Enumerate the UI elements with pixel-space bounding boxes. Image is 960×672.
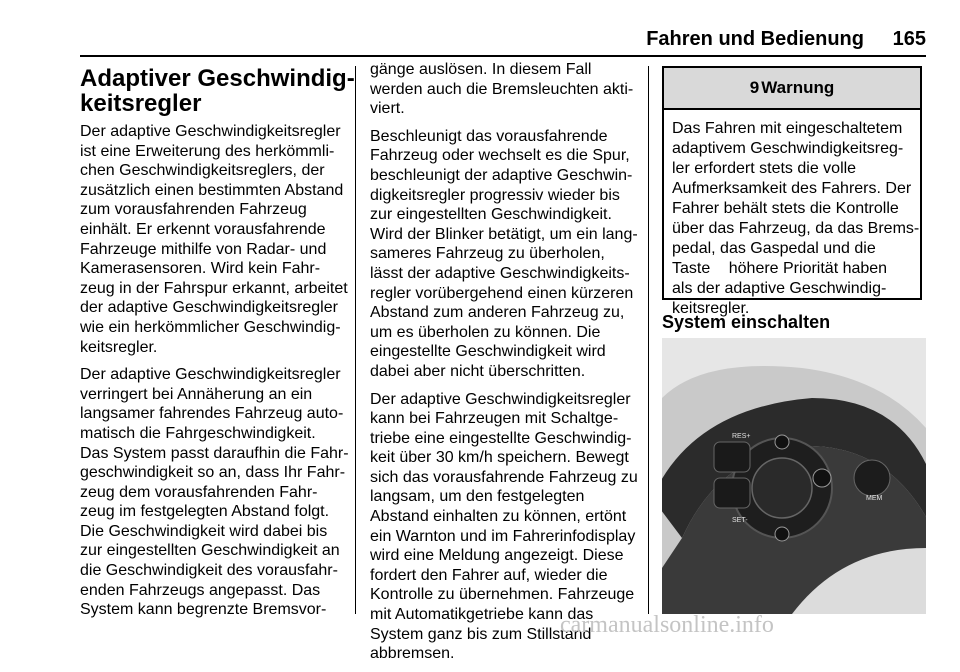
text-line: System ganz bis zum Stillstand — [370, 625, 592, 643]
text-line: der adaptive Geschwindigkeitsregler — [80, 299, 338, 317]
warning-text — [664, 110, 920, 319]
text-line: Die Geschwindigkeit wird dabei bis — [80, 522, 328, 540]
text-line: einhält. Er erkennt vorausfahrende — [80, 220, 326, 238]
text-line: regler vorübergehend einen kürzeren — [370, 284, 634, 302]
text-line: gänge auslösen. In diesem Fall — [370, 61, 592, 78]
text-line: keitsregler. — [672, 300, 750, 317]
text-line: chen Geschwindigkeitsreglers, der — [80, 162, 325, 180]
text-line: Taste höhere Priorität haben — [672, 260, 888, 277]
text-line: Wird der Blinker betätigt, um ein lang- — [370, 225, 638, 243]
text-line: Beschleunigt das vorausfahrende — [370, 127, 608, 145]
text-line: keit über 30 km/h speichern. Bewegt — [370, 449, 629, 467]
text-line: langsam, um den festgelegten — [370, 488, 585, 506]
text-line: sich das vorausfahrende Fahrzeug zu — [370, 468, 638, 486]
text-line: Aufmerksamkeit des Fahrers. Der — [672, 180, 912, 197]
text-line: Kontrolle zu übernehmen. Fahrzeuge — [370, 586, 635, 604]
text-line: ist eine Erweiterung des herkömmli- — [80, 142, 335, 160]
text-line: matisch die Fahrgeschwindigkeit. — [80, 424, 316, 442]
column-divider — [648, 66, 649, 614]
text-line: sameres Fahrzeug zu überholen, — [370, 245, 605, 263]
text-line: lässt der adaptive Geschwindigkeits- — [370, 264, 630, 282]
text-line: Fahrzeuge mithilfe von Radar- und — [80, 240, 327, 258]
warning-title: Warnung — [761, 78, 835, 97]
text-line: Fahrer behält stets die Kontrolle — [672, 200, 899, 217]
watermark: carmanualsonline.info — [560, 612, 774, 638]
text-line: verringert bei Annäherung an ein — [80, 385, 313, 403]
column-2 — [370, 60, 640, 672]
column-divider — [355, 66, 356, 614]
text-line: langsamer fahrendes Fahrzeug auto- — [80, 405, 344, 423]
section-title — [80, 65, 355, 117]
subsection-title: System einschalten — [662, 312, 831, 332]
mem-label: MEM — [866, 495, 883, 502]
text-line: abbremsen. — [370, 645, 455, 663]
text-line: triebe eine eingestellte Geschwindig- — [370, 429, 632, 447]
text-line: dabei aber nicht überschritten. — [370, 362, 586, 380]
set-label: SET- — [732, 517, 748, 524]
text-line: Das Fahren mit eingeschaltetem — [672, 120, 903, 137]
header-rule — [80, 55, 926, 57]
text-line: zeug dem vorausfahrenden Fahr- — [80, 483, 318, 501]
text-line: Kamerasensoren. Wird kein Fahr- — [80, 260, 321, 278]
steering-wheel-photo — [662, 338, 926, 614]
text-line: zur eingestellten Geschwindigkeit an — [80, 542, 340, 560]
text-line: System kann begrenzte Bremsvor- — [80, 601, 327, 619]
text-line: zur eingestellten Geschwindigkeit. — [370, 206, 612, 224]
text-line: adaptivem Geschwindigkeitsreg- — [672, 140, 904, 157]
text-line: Der adaptive Geschwindigkeitsregler — [80, 366, 341, 384]
text-line: eingestellte Geschwindigkeit wird — [370, 343, 606, 361]
text-line: viert. — [370, 100, 405, 118]
heading-line: keitsregler — [80, 90, 202, 117]
warning-box — [662, 66, 922, 317]
text-line: keitsregler. — [80, 338, 158, 356]
text-line: geschwindigkeit so an, dass Ihr Fahr- — [80, 464, 346, 482]
text-line: wird eine Meldung angezeigt. Diese — [370, 547, 624, 565]
text-line: digkeitsregler progressiv wieder bis — [370, 186, 620, 204]
text-line: Abstand einhalten zu können, ertönt — [370, 508, 627, 526]
text-line: Abstand zum anderen Fahrzeug zu, — [370, 304, 625, 322]
paragraph — [370, 60, 640, 119]
text-line: wie ein herkömmlicher Geschwindig- — [80, 318, 341, 336]
text-line: ler erfordert stets die volle — [672, 160, 857, 177]
paragraph — [370, 127, 640, 382]
text-line: zeug in der Fahrspur erkannt, arbeitet — [80, 279, 348, 297]
text-line: Der adaptive Geschwindigkeitsregler — [370, 390, 631, 408]
page-number: 165 — [892, 28, 926, 50]
text-line: um es überholen zu können. Die — [370, 323, 601, 341]
text-line: Fahrzeug oder wechselt es die Spur, — [370, 147, 630, 165]
text-line: zum vorausfahrenden Fahrzeug — [80, 201, 307, 219]
warning-icon: 9 — [749, 78, 760, 97]
column-1 — [80, 60, 355, 628]
text-line: als der adaptive Geschwindig- — [672, 280, 887, 297]
text-line: kann bei Fahrzeugen mit Schaltge- — [370, 410, 619, 428]
text-line: die Geschwindigkeit des vorausfahr- — [80, 562, 338, 580]
text-line: Das System passt daraufhin die Fahr- — [80, 444, 349, 462]
paragraph — [80, 122, 350, 357]
warning-header — [664, 68, 920, 110]
res-label: RES+ — [732, 433, 751, 440]
text-line: werden auch die Bremsleuchten akti- — [370, 80, 634, 98]
text-line: pedal, das Gaspedal und die — [672, 240, 876, 257]
text-line: ein Warnton und im Fahrerinfodisplay — [370, 527, 636, 545]
text-line: fordert den Fahrer auf, wieder die — [370, 566, 608, 584]
page-header — [80, 28, 926, 50]
text-line: enden Fahrzeugs angepasst. Das — [80, 581, 321, 599]
text-line: Der adaptive Geschwindigkeitsregler — [80, 123, 341, 140]
heading-line: Adaptiver Geschwindig- — [80, 65, 355, 92]
text-line: über das Fahrzeug, da das Brems- — [672, 220, 920, 237]
paragraph — [80, 365, 350, 620]
text-line: zusätzlich einen bestimmten Abstand — [80, 181, 344, 199]
text-line: zeug im festgelegten Abstand folgt. — [80, 503, 330, 521]
text-line: mit Automatikgetriebe kann das — [370, 606, 594, 624]
header-title: Fahren und Bedienung — [646, 28, 864, 50]
text-line: beschleunigt der adaptive Geschwin- — [370, 166, 633, 184]
